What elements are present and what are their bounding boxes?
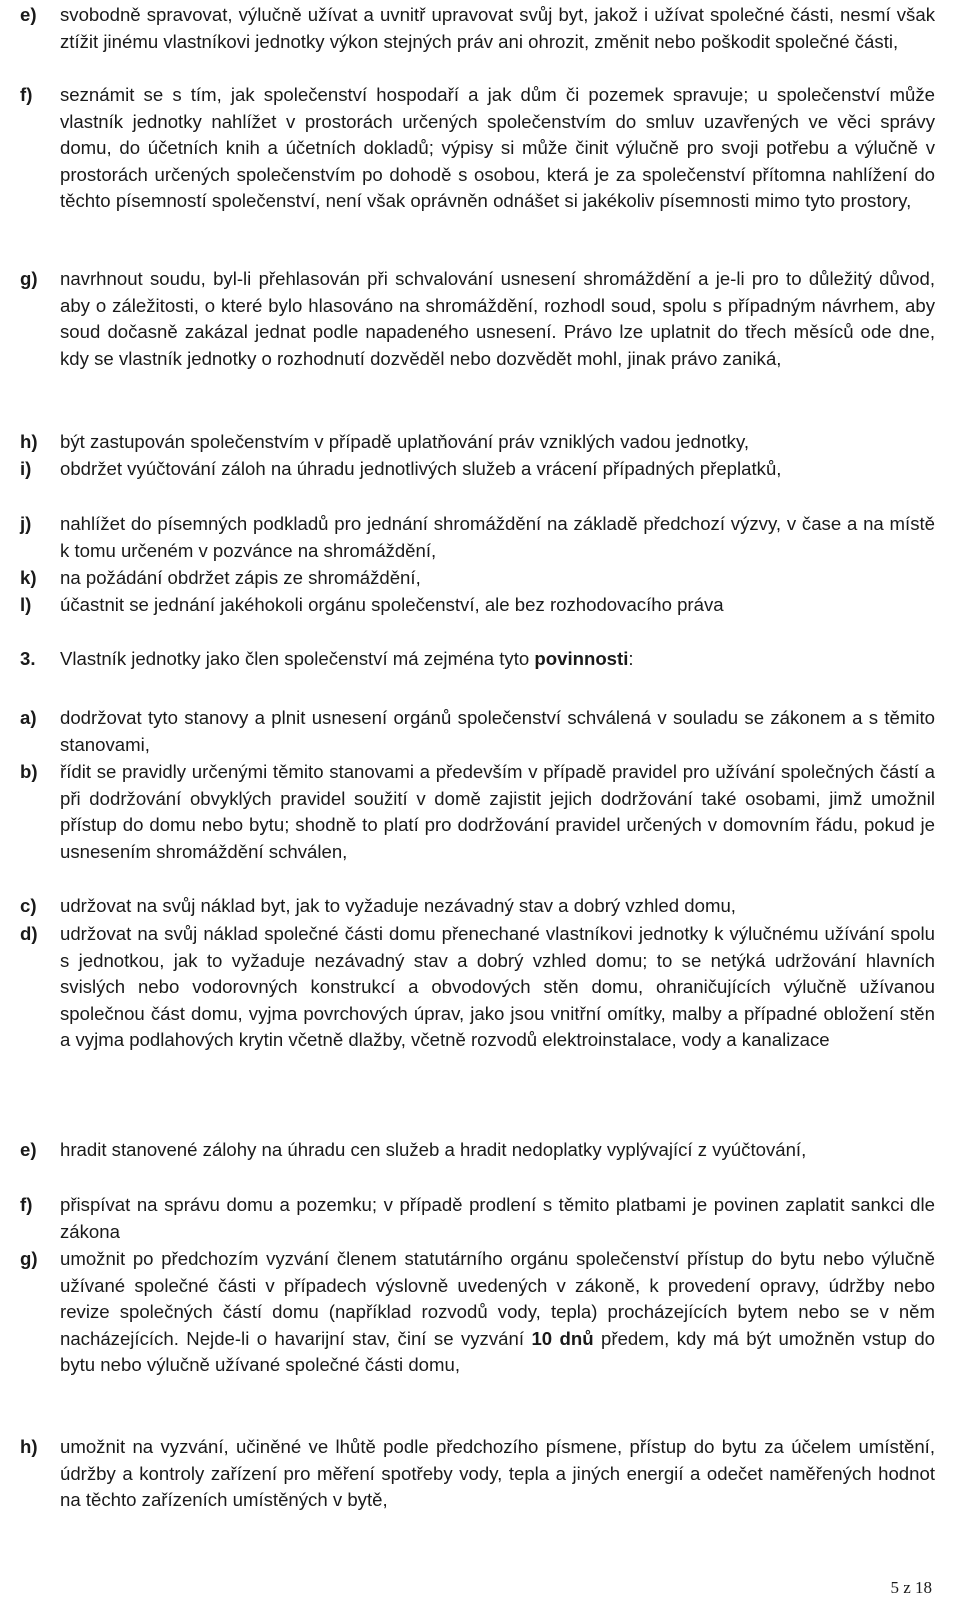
list-item-text: přispívat na správu domu a pozemku; v případě prodlení s těmito platbami je povinen zaplatit sankci dle zákona	[60, 1194, 935, 1242]
list-item-i-rights	[20, 456, 935, 483]
list-item-text: hradit stanovené zálohy na úhradu cen služeb a hradit nedoplatky vyplývající z vyúčtování,	[60, 1139, 807, 1160]
list-marker: i)	[20, 458, 32, 479]
list-item-text: seznámit se s tím, jak společenství hospodaří a jak dům či pozemek spravuje; u společenství může vlastník jednotky nahlížet v prostorách určených společenstvím do smluv uzavřených ve věci správy domu, do účetních knih a účetních dokladů; výpisy si může činit výlučně pro svoji potřebu a výlučně v prostorách určených společenstvím po dohodě s osobou, která je za společenství přítomna nahlížení do těchto písemností společenství, není však oprávněn odnášet si jakékoliv písemnosti mimo tyto prostory,	[60, 84, 935, 211]
list-marker: e)	[20, 1139, 37, 1160]
section-colon: :	[628, 648, 634, 669]
list-item-text: udržovat na svůj náklad společné části domu přenechané vlastníkovi jednotky k výlučnému užívání spolu s jednotkou, jak to vyžaduje nezávadný stav a dobrý vzhled domu; to se netýká udržování hlavních svislých nebo vodorovných konstrukcí a obvodových stěn domu, ohraničujících výlučně užívanou společnou část domu, vyjma povrchových úprav, jako jsou vnitřní omítky, malby a případné obložení stěn a vyjma podlahových krytin včetně dlažby, včetně rozvodů elektroinstalace, vody a kanalizace	[60, 923, 935, 1050]
list-marker: h)	[20, 1436, 38, 1457]
list-item-k-rights	[20, 565, 935, 592]
list-item-b-duties	[20, 759, 935, 865]
deadline-bold: 10 dnů	[531, 1327, 594, 1349]
list-marker: e)	[20, 4, 37, 25]
list-marker: a)	[20, 707, 37, 728]
list-item-e-duties	[20, 1137, 935, 1164]
list-item-h-rights	[20, 429, 935, 456]
list-item-text: umožnit na vyzvání, učiněné ve lhůtě podle předchozího písmene, přístup do bytu za účelem umístění, údržby a kontroly zařízení pro měření spotřeby vody, tepla a jiných energií a odečet naměřených hodnot na těchto zařízeních umístěných v bytě,	[60, 1436, 935, 1510]
list-item-text: být zastupován společenstvím v případě uplatňování práv vzniklých vadou jednotky,	[60, 431, 750, 452]
list-marker: k)	[20, 567, 37, 588]
list-marker: d)	[20, 923, 38, 944]
list-item-text: nahlížet do písemných podkladů pro jednání shromáždění na základě předchozí výzvy, v čase a na místě k tomu určeném v pozvánce na shromáždění,	[60, 513, 935, 561]
list-item-g-rights	[20, 266, 935, 372]
list-item-text: dodržovat tyto stanovy a plnit usnesení orgánů společenství schválená v souladu se zákonem a s těmito stanovami,	[60, 707, 935, 755]
list-item-f-duties	[20, 1192, 935, 1245]
list-marker: l)	[20, 594, 32, 615]
list-marker: f)	[20, 84, 33, 105]
text-part: umožnit po předchozím vyzvání členem statutárního orgánu společenství přístup do bytu nebo výlučně užívané společné části v případech výslovně uvedených v zákoně, k provedení opravy, údržby nebo revize společných částí domu (například rozvodů vody, tepla) procházejících bytem nebo se v něm nacházejících. Nejde-li o havarijní stav, činí se vyzvání	[60, 1248, 935, 1349]
list-item-text: svobodně spravovat, výlučně užívat a uvnitř upravovat svůj byt, jakož i užívat společné části, nesmí však ztížit jinému vlastníkovi jednotky výkon stejných práv ani ohrozit, změnit nebo poškodit společné části,	[60, 4, 935, 52]
list-marker: g)	[20, 268, 38, 289]
section-intro: Vlastník jednotky jako člen společenství má zejména tyto	[60, 648, 535, 669]
list-marker: j)	[20, 513, 32, 534]
list-item-g-duties	[20, 1246, 935, 1379]
list-item-text: navrhnout soudu, byl-li přehlasován při schvalování usnesení shromáždění a je-li pro to důležitý důvod, aby o záležitosti, o které bylo hlasováno na shromáždění, rozhodl soud, spolu s případným návrhem, aby soud dočasně zakázal jednat podle napadeného usnesení. Právo lze uplatnit do třech měsíců ode dne, kdy se vlastník jednotky o rozhodnutí dozvěděl nebo dozvědět mohl, jinak právo zaniká,	[60, 268, 935, 369]
section-heading-3	[20, 646, 935, 673]
list-marker: f)	[20, 1194, 33, 1215]
list-item-c-duties	[20, 893, 935, 920]
list-item-d-duties	[20, 921, 935, 1054]
list-marker: g)	[20, 1248, 38, 1269]
list-item-j-rights	[20, 511, 935, 564]
list-item-text	[60, 1246, 935, 1379]
section-number: 3.	[20, 648, 36, 669]
list-marker: b)	[20, 761, 38, 782]
list-item-e-rights	[20, 2, 935, 55]
list-item-text: účastnit se jednání jakéhokoli orgánu společenství, ale bez rozhodovacího práva	[60, 594, 724, 615]
text-part: předem, kdy má být umožněn vstup do bytu nebo výlučně užívané společné části domu,	[60, 1327, 936, 1375]
section-bold-word: povinnosti	[534, 648, 629, 669]
list-item-text: obdržet vyúčtování záloh na úhradu jednotlivých služeb a vrácení případných přeplatků,	[60, 458, 782, 479]
list-marker: c)	[20, 895, 37, 916]
page-number: 5 z 18	[890, 1578, 932, 1597]
list-item-text: na požádání obdržet zápis ze shromáždění,	[60, 567, 421, 588]
list-item-a-duties	[20, 705, 935, 758]
list-item-text: udržovat na svůj náklad byt, jak to vyžaduje nezávadný stav a dobrý vzhled domu,	[60, 895, 736, 916]
list-item-l-rights	[20, 592, 935, 619]
list-marker: h)	[20, 431, 38, 452]
list-item-text: řídit se pravidly určenými těmito stanovami a především v případě pravidel pro užívání společných částí a při dodržování obvyklých pravidel soužití v domě zajistit jejich dodržování také osobami, jimž umožnil přístup do domu nebo bytu; shodně to platí pro dodržování pravidel určených v domovním řádu, pokud je usnesením shromáždění schválen,	[60, 761, 935, 862]
list-item-h-duties	[20, 1434, 935, 1514]
list-item-f-rights	[20, 82, 935, 215]
